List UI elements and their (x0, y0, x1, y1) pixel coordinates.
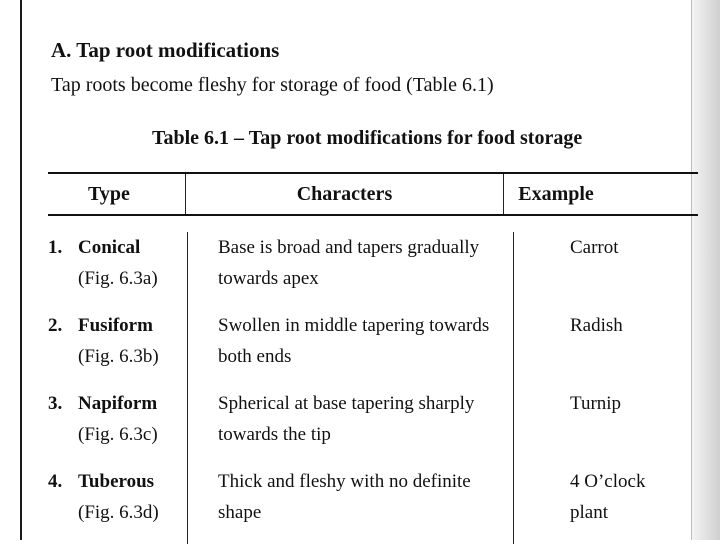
example-line: 4 O’clock (570, 471, 646, 492)
characters-line: towards apex (218, 268, 319, 289)
example-line: Turnip (570, 393, 622, 414)
characters-cell (188, 232, 514, 310)
type-cell (48, 388, 188, 466)
characters-cell (188, 466, 514, 544)
header-characters: Characters (186, 174, 505, 214)
type-name: Conical (78, 237, 141, 258)
table-body (48, 216, 698, 544)
example-line: Carrot (570, 237, 619, 258)
figure-reference: (Fig. 6.3c) (78, 424, 158, 445)
header-example: Example (518, 182, 594, 205)
type-cell (48, 232, 188, 310)
characters-cell (188, 310, 514, 388)
example-cell (514, 310, 698, 388)
table-row (48, 388, 698, 466)
example-cell (514, 466, 698, 544)
example-line: Radish (570, 315, 623, 336)
row-number: 2. (48, 315, 63, 336)
type-cell (48, 466, 188, 544)
section-heading: A. Tap root modifications (51, 38, 280, 62)
type-name: Fusiform (78, 315, 153, 336)
characters-line: towards the tip (218, 424, 331, 445)
characters-cell (188, 388, 514, 466)
table-header (48, 174, 698, 216)
row-number: 4. (48, 471, 63, 492)
characters-line: both ends (218, 346, 292, 367)
type-cell (48, 310, 188, 388)
characters-line: Swollen in middle tapering towards (218, 315, 490, 336)
row-number: 1. (48, 237, 63, 258)
example-cell (514, 232, 698, 310)
table-row (48, 216, 698, 310)
characters-line: shape (218, 502, 262, 523)
data-table (48, 172, 698, 544)
intro-text: Tap roots become fleshy for storage of food (Table 6.1) (51, 74, 494, 96)
page-left-border (20, 0, 22, 540)
type-name: Napiform (78, 393, 158, 414)
characters-line: Base is broad and tapers gradually (218, 237, 480, 258)
figure-reference: (Fig. 6.3d) (78, 502, 159, 523)
type-name: Tuberous (78, 471, 155, 492)
table-caption: Table 6.1 – Tap root modifications for food storage (152, 127, 583, 149)
characters-line: Spherical at base tapering sharply (218, 393, 475, 414)
table-row (48, 310, 698, 388)
example-line: plant (570, 502, 608, 523)
example-cell (514, 388, 698, 466)
figure-reference: (Fig. 6.3b) (78, 346, 159, 367)
table-row (48, 466, 698, 544)
row-number: 3. (48, 393, 63, 414)
characters-line: Thick and fleshy with no definite (218, 471, 471, 492)
figure-reference: (Fig. 6.3a) (78, 268, 158, 289)
header-type: Type (48, 174, 186, 214)
